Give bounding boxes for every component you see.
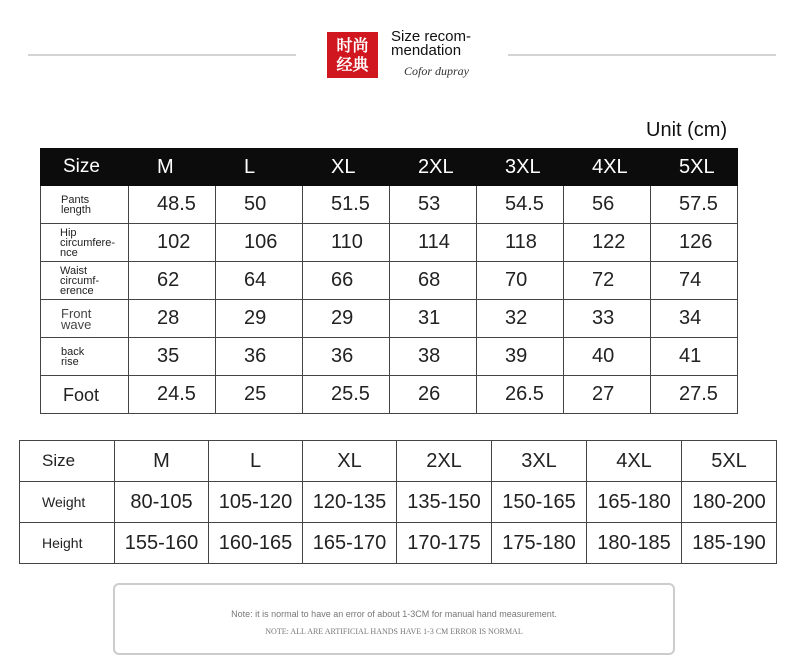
- table-cell: 126: [651, 224, 738, 262]
- label-line: nce: [60, 246, 78, 259]
- table-cell: 26: [390, 376, 477, 414]
- header-cell-2xl: 2XL: [397, 441, 492, 482]
- table-row-front-wave: [41, 300, 738, 338]
- label-line: wave: [61, 316, 92, 332]
- header-cell-5xl: 5XL: [651, 149, 738, 186]
- header-cell-3xl: 3XL: [492, 441, 587, 482]
- table-cell: 118: [477, 224, 564, 262]
- table-cell: 180-200: [682, 482, 777, 523]
- table-cell: 105-120: [209, 482, 303, 523]
- table-cell: 24.5: [129, 376, 216, 414]
- row-label: [41, 262, 129, 300]
- divider-right: [508, 54, 776, 56]
- label-line: Front: [61, 305, 92, 321]
- table-cell: 135-150: [397, 482, 492, 523]
- table-cell: 33: [564, 300, 651, 338]
- row-label: Height: [20, 523, 115, 564]
- table-row-weight: [20, 482, 777, 523]
- table-cell: 57.5: [651, 186, 738, 224]
- header-cell-xl: XL: [303, 149, 390, 186]
- row-label: [41, 338, 129, 376]
- logo-line-2: 经典: [336, 55, 369, 74]
- table-row-pants-length: [41, 186, 738, 224]
- table-cell: 34: [651, 300, 738, 338]
- measurement-table: [40, 148, 738, 414]
- table-cell: 39: [477, 338, 564, 376]
- table-cell: 106: [216, 224, 303, 262]
- table-cell: 36: [216, 338, 303, 376]
- title-line-1: Size recom-: [391, 28, 472, 45]
- label-line: rise: [61, 355, 79, 368]
- table-cell: 66: [303, 262, 390, 300]
- label-line: erence: [60, 284, 94, 297]
- size-guide-header-row: [20, 441, 777, 482]
- table-cell: 155-160: [115, 523, 209, 564]
- label-line: Pants: [61, 193, 90, 206]
- size-guide-table: [19, 440, 777, 564]
- note-text-caps: NOTE: ALL ARE ARTIFICIAL HANDS HAVE 1-3 CM ERROR IS NORMAL: [265, 627, 523, 636]
- table-cell: 29: [303, 300, 390, 338]
- header-cell-m: M: [115, 441, 209, 482]
- table-cell: 36: [303, 338, 390, 376]
- label-line: back: [61, 345, 85, 358]
- table-row-back-rise: [41, 338, 738, 376]
- table-row-height: [20, 523, 777, 564]
- title-line-2: mendation: [391, 42, 462, 59]
- table-cell: 72: [564, 262, 651, 300]
- table-cell: 68: [390, 262, 477, 300]
- table-cell: 122: [564, 224, 651, 262]
- table-cell: 25: [216, 376, 303, 414]
- table-cell: 54.5: [477, 186, 564, 224]
- label-line: Waist circumf-: [60, 264, 100, 287]
- note-text: Note: it is normal to have an error of about 1-3CM for manual hand measurement.: [231, 609, 557, 619]
- table-cell: 120-135: [303, 482, 397, 523]
- header-cell-size: Size: [20, 441, 115, 482]
- header-cell-4xl: 4XL: [587, 441, 682, 482]
- table-cell: 38: [390, 338, 477, 376]
- header-cell-4xl: 4XL: [564, 149, 651, 186]
- page-title: [391, 30, 471, 58]
- header-cell-2xl: 2XL: [390, 149, 477, 186]
- table-cell: 160-165: [209, 523, 303, 564]
- table-cell: 35: [129, 338, 216, 376]
- table-row-foot: [41, 376, 738, 414]
- table-cell: 31: [390, 300, 477, 338]
- table-cell: 29: [216, 300, 303, 338]
- header-cell-3xl: 3XL: [477, 149, 564, 186]
- unit-label: Unit (cm): [646, 119, 728, 141]
- table-cell: 102: [129, 224, 216, 262]
- table-row-hip: [41, 224, 738, 262]
- table-cell: 51.5: [303, 186, 390, 224]
- table-cell: 110: [303, 224, 390, 262]
- table-cell: 27: [564, 376, 651, 414]
- table-cell: 53: [390, 186, 477, 224]
- table-cell: 28: [129, 300, 216, 338]
- table-cell: 40: [564, 338, 651, 376]
- table-row-waist: [41, 262, 738, 300]
- table-cell: 74: [651, 262, 738, 300]
- label-line: Hip circumfere-: [60, 226, 116, 249]
- table-cell: 62: [129, 262, 216, 300]
- brand-subtitle: Cofor dupray: [404, 64, 470, 78]
- table-cell: 25.5: [303, 376, 390, 414]
- table-cell: 27.5: [651, 376, 738, 414]
- table-cell: 56: [564, 186, 651, 224]
- header-cell-l: L: [216, 149, 303, 186]
- table-cell: 180-185: [587, 523, 682, 564]
- header-cell-size: Size: [41, 149, 129, 186]
- table-cell: 175-180: [492, 523, 587, 564]
- row-label: Weight: [20, 482, 115, 523]
- header-cell-5xl: 5XL: [682, 441, 777, 482]
- table-cell: 150-165: [492, 482, 587, 523]
- note-box: [113, 583, 675, 655]
- table-cell: 165-180: [587, 482, 682, 523]
- label-line: Foot: [63, 384, 100, 405]
- measurement-header-row: [41, 149, 738, 186]
- label-line: length: [61, 203, 91, 216]
- header-cell-m: M: [129, 149, 216, 186]
- row-label: [41, 376, 129, 414]
- table-cell: 170-175: [397, 523, 492, 564]
- table-cell: 80-105: [115, 482, 209, 523]
- table-cell: 70: [477, 262, 564, 300]
- table-cell: 185-190: [682, 523, 777, 564]
- divider-left: [28, 54, 296, 56]
- header-cell-l: L: [209, 441, 303, 482]
- row-label: [41, 300, 129, 338]
- table-cell: 26.5: [477, 376, 564, 414]
- table-cell: 50: [216, 186, 303, 224]
- table-cell: 48.5: [129, 186, 216, 224]
- header-cell-xl: XL: [303, 441, 397, 482]
- table-cell: 32: [477, 300, 564, 338]
- row-label: [41, 186, 129, 224]
- table-cell: 41: [651, 338, 738, 376]
- row-label: [41, 224, 129, 262]
- table-cell: 114: [390, 224, 477, 262]
- table-cell: 64: [216, 262, 303, 300]
- brand-logo: [327, 32, 378, 78]
- logo-line-1: 时尚: [336, 36, 369, 55]
- table-cell: 165-170: [303, 523, 397, 564]
